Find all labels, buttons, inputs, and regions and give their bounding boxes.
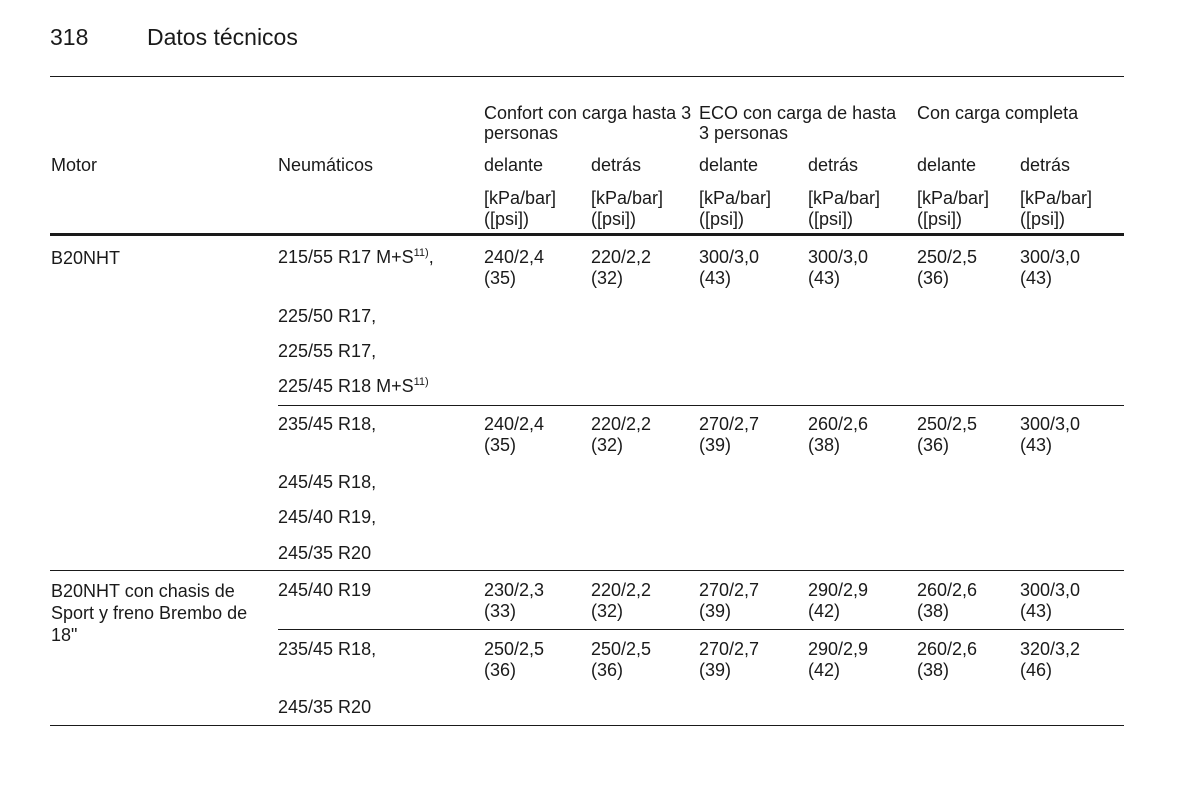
tire-size: 215/55 R17 $M+S^{11)}$, bbox=[278, 247, 434, 267]
pressure-value: 250/2,5 (36) bbox=[484, 639, 545, 680]
pressure-value: 300/3,0 (43) bbox=[1020, 414, 1081, 455]
pressure-value: 230/2,3 (33) bbox=[484, 580, 545, 621]
header-rule bbox=[50, 76, 1124, 77]
tire-size: 235/45 R18, bbox=[278, 414, 377, 434]
pressure-value: 290/2,9 (42) bbox=[808, 639, 869, 680]
unit-header: [kPa/bar] ([psi]) bbox=[917, 188, 990, 229]
tire-pressure-table bbox=[50, 100, 1124, 726]
pressure-value: 270/2,7 (39) bbox=[699, 414, 760, 455]
group-header-comfort: Confort con carga hasta 3 personas bbox=[484, 103, 692, 143]
pressure-value: 290/2,9 (42) bbox=[808, 580, 869, 621]
tire-size: 245/45 R18, bbox=[278, 472, 377, 492]
unit-header: [kPa/bar] ([psi]) bbox=[591, 188, 664, 229]
pressure-value: 260/2,6 (38) bbox=[917, 580, 978, 621]
tire-size: 245/35 R20 bbox=[278, 543, 372, 563]
unit-header: [kPa/bar] ([psi]) bbox=[484, 188, 557, 229]
subheader-rear: detrás bbox=[1020, 155, 1071, 175]
pressure-value: 270/2,7 (39) bbox=[699, 639, 760, 680]
pressure-value: 270/2,7 (39) bbox=[699, 580, 760, 621]
footnote-marker: 11) bbox=[413, 247, 429, 259]
pressure-value: 240/2,4 (35) bbox=[484, 414, 545, 455]
group-header-full-load: Con carga completa bbox=[917, 103, 1079, 123]
page-title: Datos técnicos bbox=[147, 24, 298, 50]
table-row bbox=[50, 405, 1124, 570]
column-header-tires: Neumáticos bbox=[278, 155, 374, 175]
pressure-value: 220/2,2 (32) bbox=[591, 247, 652, 288]
footnote-marker: 11) bbox=[413, 376, 429, 388]
subheader-front: delante bbox=[484, 155, 544, 175]
unit-header: [kPa/bar] ([psi]) bbox=[1020, 188, 1093, 229]
subheader-front: delante bbox=[699, 155, 759, 175]
table-row bbox=[50, 236, 1124, 405]
pressure-value: 320/3,2 (46) bbox=[1020, 639, 1081, 680]
page-number: 318 bbox=[50, 24, 89, 50]
group-header-eco: ECO con carga de hasta 3 personas bbox=[699, 103, 897, 143]
pressure-value: 260/2,6 (38) bbox=[808, 414, 869, 455]
pressure-value: 220/2,2 (32) bbox=[591, 414, 652, 455]
tire-size: 225/45 R18 $M+S^{11)}$ bbox=[278, 376, 429, 396]
subheader-front: delante bbox=[917, 155, 977, 175]
pressure-value: 250/2,5 (36) bbox=[917, 247, 978, 288]
subheader-rear: detrás bbox=[591, 155, 642, 175]
motor-cell: B20NHT bbox=[51, 248, 121, 268]
tire-size: 245/40 R19, bbox=[278, 507, 377, 527]
unit-header: [kPa/bar] ([psi]) bbox=[699, 188, 772, 229]
table-header bbox=[50, 100, 1124, 236]
tire-size: 225/50 R17, bbox=[278, 306, 377, 326]
subheader-rear: detrás bbox=[808, 155, 859, 175]
pressure-value: 260/2,6 (38) bbox=[917, 639, 978, 680]
pressure-value: 250/2,5 (36) bbox=[591, 639, 652, 680]
pressure-value: 300/3,0 (43) bbox=[808, 247, 869, 288]
pressure-value: 300/3,0 (43) bbox=[1020, 247, 1081, 288]
pressure-value: 220/2,2 (32) bbox=[591, 580, 652, 621]
row-divider bbox=[278, 629, 1124, 630]
tire-size: 235/45 R18, bbox=[278, 639, 377, 659]
motor-cell: B20NHT con chasis de Sport y freno Brembo de 18" bbox=[51, 581, 248, 645]
pressure-value: 240/2,4 (35) bbox=[484, 247, 545, 288]
pressure-value: 300/3,0 (43) bbox=[1020, 580, 1081, 621]
pressure-value: 300/3,0 (43) bbox=[699, 247, 760, 288]
tire-size: 245/40 R19 bbox=[278, 580, 372, 600]
unit-header: [kPa/bar] ([psi]) bbox=[808, 188, 881, 229]
table-row bbox=[50, 570, 1124, 726]
pressure-value: 250/2,5 (36) bbox=[917, 414, 978, 455]
tire-size: 225/55 R17, bbox=[278, 341, 377, 361]
tire-size: 245/35 R20 bbox=[278, 697, 372, 717]
column-header-motor: Motor bbox=[51, 155, 98, 175]
